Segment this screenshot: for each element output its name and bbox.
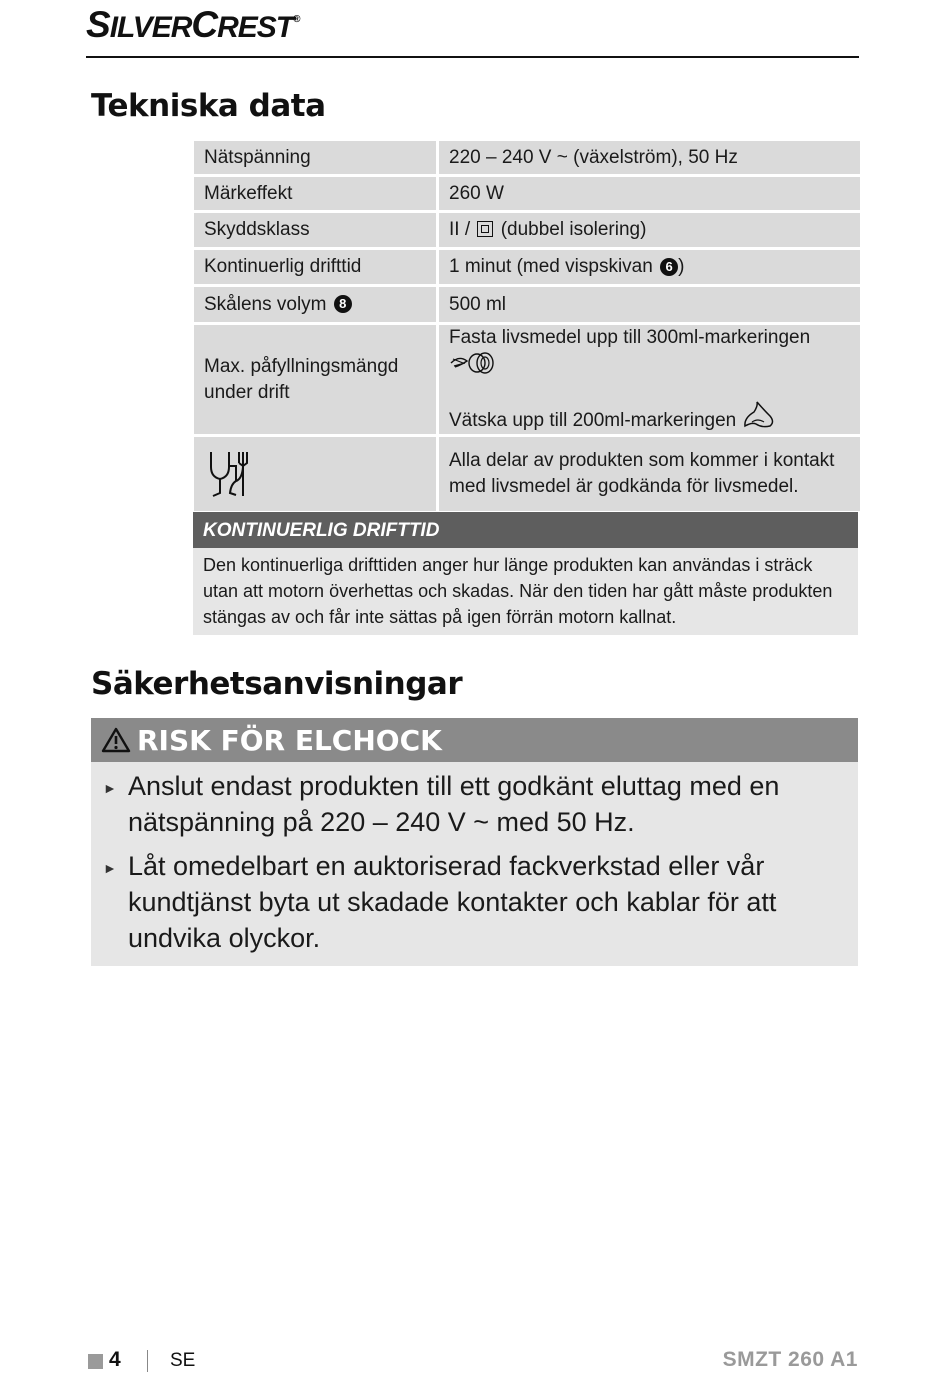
note-box	[193, 512, 858, 635]
spec-row	[194, 141, 860, 177]
spec-label: Max. påfyllningsmängd under drift	[194, 325, 439, 437]
part-number-badge: 6	[660, 258, 678, 276]
section-title-tech: Tekniska data	[91, 88, 326, 124]
spec-label: Kontinuerlig drifttid	[194, 250, 439, 287]
spec-value: II / (dubbel isolering)	[439, 213, 860, 250]
spec-value: 1 minut (med vispskivan 6 )	[439, 250, 860, 287]
header-rule	[86, 56, 859, 58]
spec-table	[194, 141, 860, 511]
spec-label: Märkeffekt	[194, 177, 439, 213]
brand-logo: SILVERCREST®	[86, 4, 300, 45]
spec-row	[194, 287, 860, 325]
food-safe-icon	[206, 449, 252, 499]
spec-value: 500 ml	[439, 287, 860, 325]
spec-value: 260 W	[439, 177, 860, 213]
language-code: SE	[170, 1350, 196, 1371]
note-text: Den kontinuerliga drifttiden anger hur länge produkten kan användas i sträck utan att motorn överhettas och skadas. När den tiden har gått måste produkten stängas av och får inte sättas på igen förrän motorn kallnat.	[193, 548, 858, 635]
model-number: SMZT 260 A1	[722, 1348, 858, 1371]
spec-row	[194, 250, 860, 287]
spec-label: Skålens volym 8	[194, 287, 439, 325]
warning-box	[91, 718, 858, 966]
spec-label: Skyddsklass	[194, 213, 439, 250]
double-insulation-icon	[477, 221, 493, 237]
page-number: 4	[109, 1348, 121, 1371]
list-item: ► Anslut endast produkten till ett godkänt eluttag med en nätspänning på 220 – 240 V ~ med 50 Hz.	[103, 768, 838, 840]
spec-row	[194, 325, 860, 437]
note-heading: KONTINUERLIG DRIFTTID	[193, 512, 858, 548]
spec-value: Alla delar av produkten som kommer i kontakt med livsmedel är godkända för livsmedel.	[439, 437, 860, 511]
list-item: ► Låt omedelbart en auktoriserad fackverkstad eller vår kundtjänst byta ut skadade kontakter och kablar för att undvika olyckor.	[103, 848, 838, 956]
spec-value: 220 – 240 V ~ (växelström), 50 Hz	[439, 141, 860, 177]
part-number-badge: 8	[334, 295, 352, 313]
spec-row	[194, 437, 860, 511]
section-title-safety: Säkerhetsanvisningar	[91, 666, 463, 702]
whisk-icon	[449, 351, 495, 375]
bullet-arrow-icon: ►	[103, 860, 117, 876]
warning-triangle-icon	[101, 727, 131, 753]
warning-body	[91, 762, 858, 966]
spec-value: Fasta livsmedel upp till 300ml-markeringen Vätska upp till 200ml-markeringen	[439, 325, 860, 437]
liquid-drop-icon	[742, 400, 776, 430]
spec-row	[194, 213, 860, 250]
footer-divider	[147, 1350, 148, 1372]
spec-row	[194, 177, 860, 213]
warning-heading: RISK FÖR ELCHOCK	[91, 718, 858, 762]
bullet-arrow-icon: ►	[103, 780, 117, 796]
footer-square-icon	[88, 1354, 103, 1369]
spec-label	[194, 437, 439, 511]
spec-label: Nätspänning	[194, 141, 439, 177]
